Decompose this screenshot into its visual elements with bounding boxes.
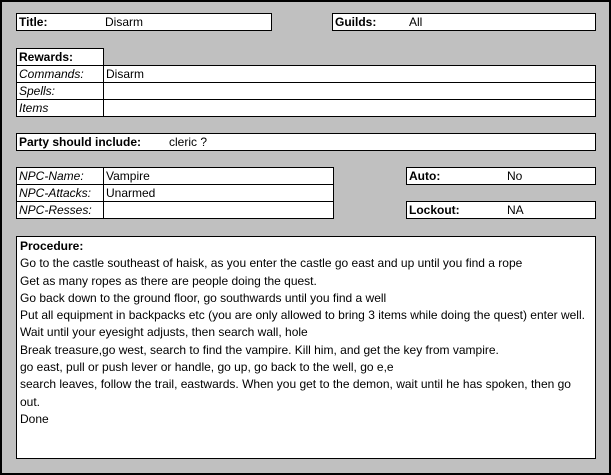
npc-attacks-value: Unarmed (103, 184, 334, 202)
npc-name-label: NPC-Name: (16, 167, 104, 185)
procedure-line: Wait until your eyesight adjusts, then search wall, hole (20, 325, 308, 340)
lockout-label: Lockout: (409, 203, 460, 217)
procedure-line: Done (20, 411, 49, 426)
party-label: Party should include: (19, 135, 142, 149)
auto-value: No (507, 169, 523, 183)
procedure-line: Put all equipment in backpacks etc (you are only allowed to bring 3 items while doing the quest) enter well. (20, 308, 585, 323)
procedure-line: Get as many ropes as there are people doing the quest. (20, 273, 317, 288)
spells-label: Spells: (16, 82, 104, 100)
procedure-line: Go back down to the ground floor, go southwards until you find a well (20, 290, 387, 305)
guilds-field (332, 13, 596, 31)
auto-field (406, 167, 596, 185)
commands-label: Commands: (16, 65, 104, 83)
lockout-value: NA (507, 203, 524, 217)
title-label: Title: (19, 15, 48, 29)
procedure-line: go east, pull or push lever or handle, go up, go back to the well, go e,e (20, 360, 394, 375)
guilds-value: All (409, 15, 423, 29)
procedure-line: search leaves, follow the trail, eastwards. When you get to the demon, wait until he has spoken, then go out. (20, 377, 571, 409)
party-field (16, 133, 596, 151)
npc-resses-label: NPC-Resses: (16, 201, 104, 219)
party-value: cleric ? (169, 135, 208, 149)
npc-attacks-label: NPC-Attacks: (16, 184, 104, 202)
commands-value: Disarm (103, 65, 596, 83)
guilds-label: Guilds: (335, 15, 377, 29)
auto-label: Auto: (409, 169, 441, 183)
procedure-line: Go to the castle southeast of haisk, as you enter the castle go east and up until you find a rope (20, 256, 523, 271)
title-field (16, 13, 272, 31)
procedure-line: Break treasure,go west, search to find the vampire. Kill him, and get the key from vampire. (20, 342, 499, 357)
npc-resses-value (103, 201, 334, 219)
procedure-heading: Procedure: (20, 239, 84, 253)
items-label: Items (16, 99, 104, 117)
lockout-field (406, 201, 596, 219)
npc-name-value: Vampire (103, 167, 334, 185)
spells-value (103, 82, 596, 100)
title-value: Disarm (105, 15, 143, 29)
rewards-heading: Rewards: (16, 48, 104, 66)
procedure-box (16, 236, 596, 459)
items-value (103, 99, 596, 117)
